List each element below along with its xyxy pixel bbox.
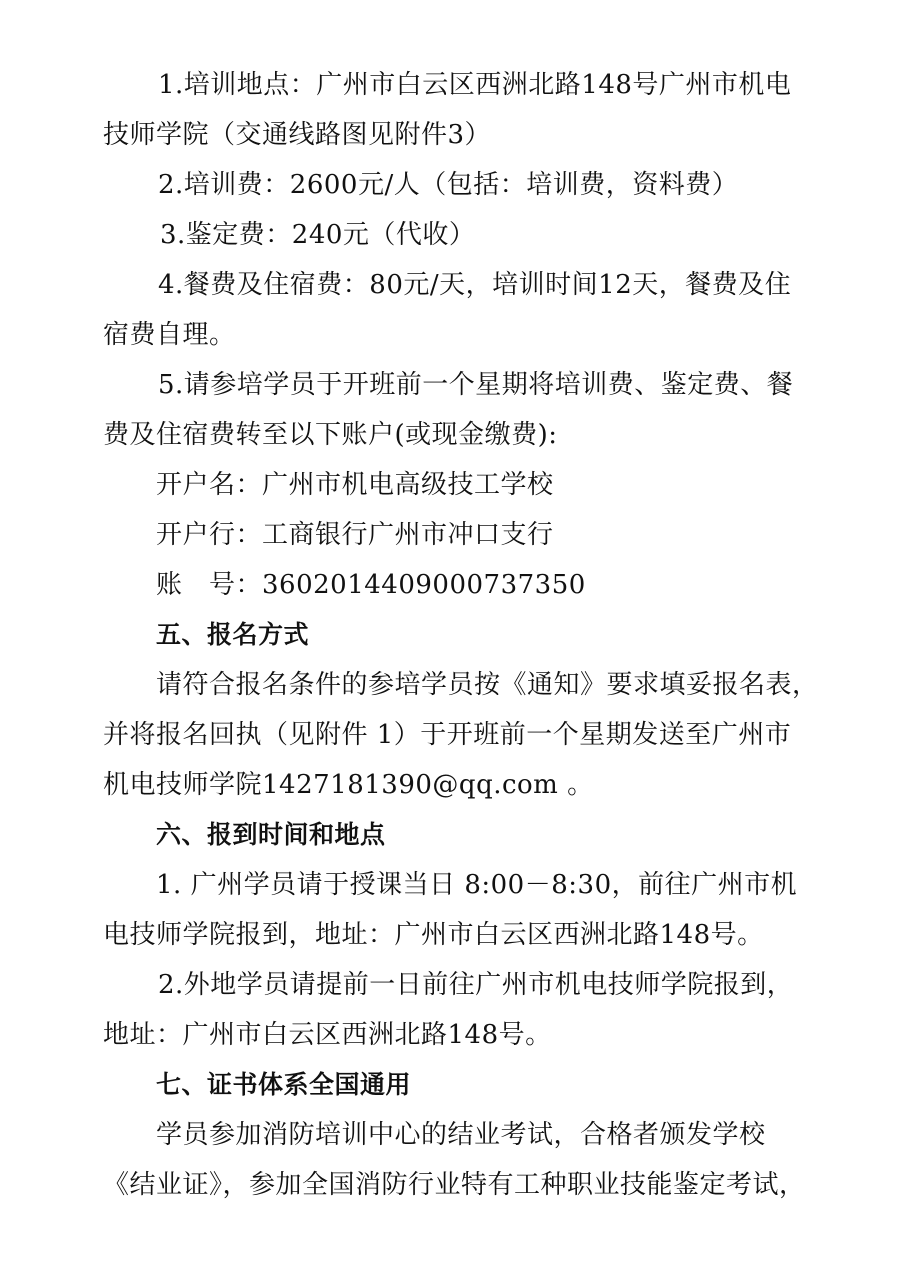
- section-heading-checkin: 六、报到时间和地点: [156, 820, 386, 849]
- certificate-line-cont: 《结业证》，参加全国消防行业特有工种职业技能鉴定考试，: [103, 1170, 806, 1200]
- registration-email-line: 机电技师学院1427181390@qq.com 。: [103, 770, 594, 800]
- training-location-line: 1.培训地点：广州市白云区西洲北路148号广州市机电: [158, 70, 792, 100]
- payment-instruction-line-cont: 费及住宿费转至以下账户(或现金缴费):: [103, 420, 558, 450]
- registration-line-cont: 并将报名回执（见附件 1）于开班前一个星期发送至广州市: [103, 720, 792, 750]
- appraisal-fee-line: 3.鉴定费：240元（代收）: [160, 220, 476, 250]
- account-name-line: 开户名：广州市机电高级技工学校: [156, 470, 554, 500]
- section-heading-registration: 五、报名方式: [156, 620, 310, 649]
- checkin-local-line: 1. 广州学员请于授课当日 8:00－8:30，前往广州市机: [156, 870, 798, 900]
- meal-lodging-fee-line-cont: 宿费自理。: [103, 320, 236, 350]
- payment-instruction-line: 5.请参培学员于开班前一个星期将培训费、鉴定费、餐: [158, 370, 794, 400]
- certificate-line: 学员参加消防培训中心的结业考试，合格者颁发学校: [156, 1120, 766, 1150]
- account-bank-line: 开户行：工商银行广州市冲口支行: [156, 520, 554, 550]
- registration-line: 请符合报名条件的参培学员按《通知》要求填妥报名表，: [156, 670, 819, 700]
- training-location-line-cont: 技师学院（交通线路图见附件3）: [103, 120, 492, 150]
- training-fee-line: 2.培训费：2600元/人（包括：培训费，资料费）: [158, 170, 739, 200]
- checkin-nonlocal-line: 2.外地学员请提前一日前往广州市机电技师学院报到，: [158, 970, 794, 1000]
- meal-lodging-fee-line: 4.餐费及住宿费：80元/天，培训时间12天，餐费及住: [158, 270, 792, 300]
- account-number-line: 账 号：3602014409000737350: [156, 570, 586, 600]
- checkin-local-line-cont: 电技师学院报到，地址：广州市白云区西洲北路148号。: [103, 920, 764, 950]
- checkin-nonlocal-line-cont: 地址：广州市白云区西洲北路148号。: [103, 1020, 552, 1050]
- section-heading-certificate: 七、证书体系全国通用: [156, 1070, 412, 1099]
